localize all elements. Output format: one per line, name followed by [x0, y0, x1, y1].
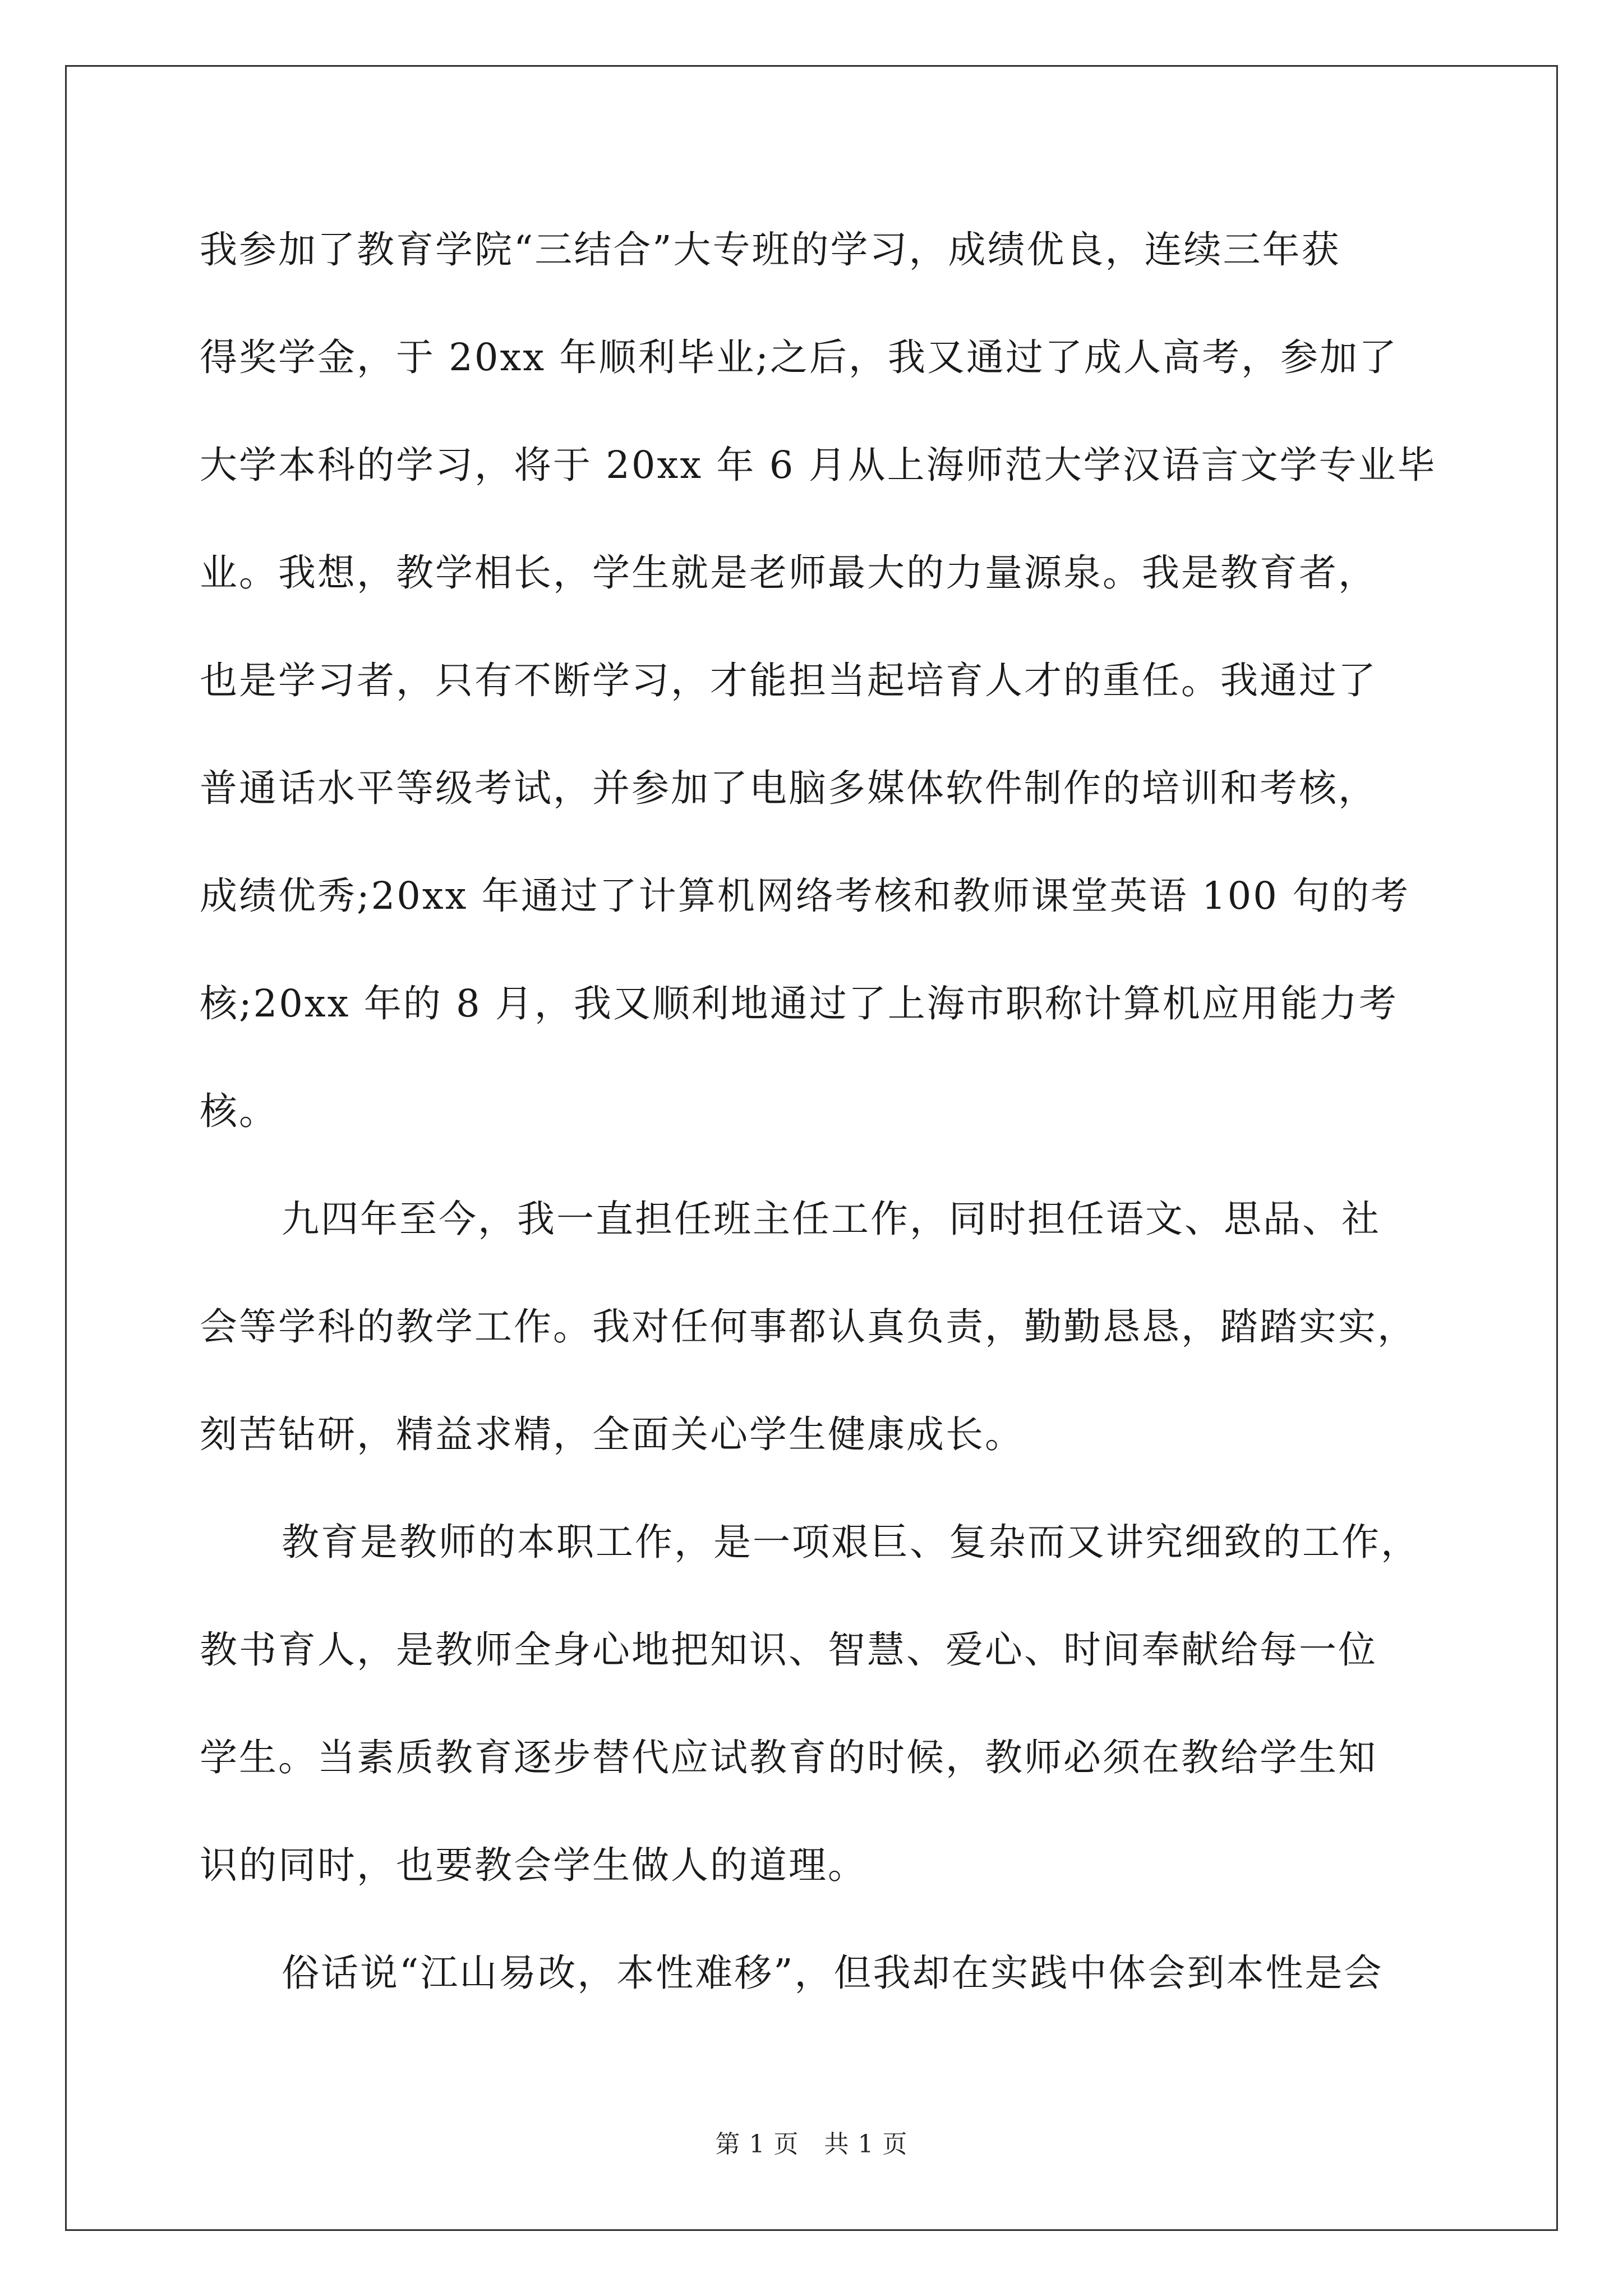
text-line: 学生。当素质教育逐步替代应试教育的时候，教师必须在教给学生知: [200, 1736, 1377, 1779]
text-line: 识的同时，也要教会学生做人的道理。: [200, 1843, 867, 1887]
text-line: 成绩优秀;20xx 年通过了计算机网络考核和教师课堂英语 100 句的考: [200, 874, 1410, 918]
text-line: 也是学习者，只有不断学习，才能担当起培育人才的重任。我通过了: [200, 659, 1377, 702]
text-line: 核;20xx 年的 8 月，我又顺利地通过了上海市职称计算机应用能力考: [200, 982, 1398, 1025]
text-line: 核。: [200, 1089, 278, 1133]
text-line: 刻苦钻研，精益求精，全面关心学生健康成长。: [200, 1412, 1024, 1456]
page-number: 第 1 页 共 1 页: [715, 2130, 908, 2159]
text-line: 业。我想，教学相长，学生就是老师最大的力量源泉。我是教育者，: [200, 551, 1377, 595]
paragraph-start-line: 九四年至今，我一直担任班主任工作，同时担任语文、思品、社: [282, 1197, 1381, 1241]
text-line: 会等学科的教学工作。我对任何事都认真负责，勤勤恳恳，踏踏实实，: [200, 1305, 1417, 1349]
paragraph-start-line: 教育是教师的本职工作，是一项艰巨、复杂而又讲究细致的工作，: [282, 1520, 1420, 1564]
body-text: [200, 220, 1437, 2051]
text-line: 普通话水平等级考试，并参加了电脑多媒体软件制作的培训和考核，: [200, 766, 1377, 810]
text-line: 我参加了教育学院“三结合”大专班的学习，成绩优良，连续三年获: [200, 228, 1341, 272]
text-line: 得奖学金，于 20xx 年顺利毕业;之后，我又通过了成人高考，参加了: [200, 335, 1398, 379]
text-line: 教书育人，是教师全身心地把知识、智慧、爱心、时间奉献给每一位: [200, 1628, 1377, 1672]
paragraph-start-line: 俗话说“江山易改，本性难移”，但我却在实践中体会到本性是会: [282, 1951, 1384, 1995]
text-line: 大学本科的学习，将于 20xx 年 6 月从上海师范大学汉语言文学专业毕: [200, 443, 1437, 487]
